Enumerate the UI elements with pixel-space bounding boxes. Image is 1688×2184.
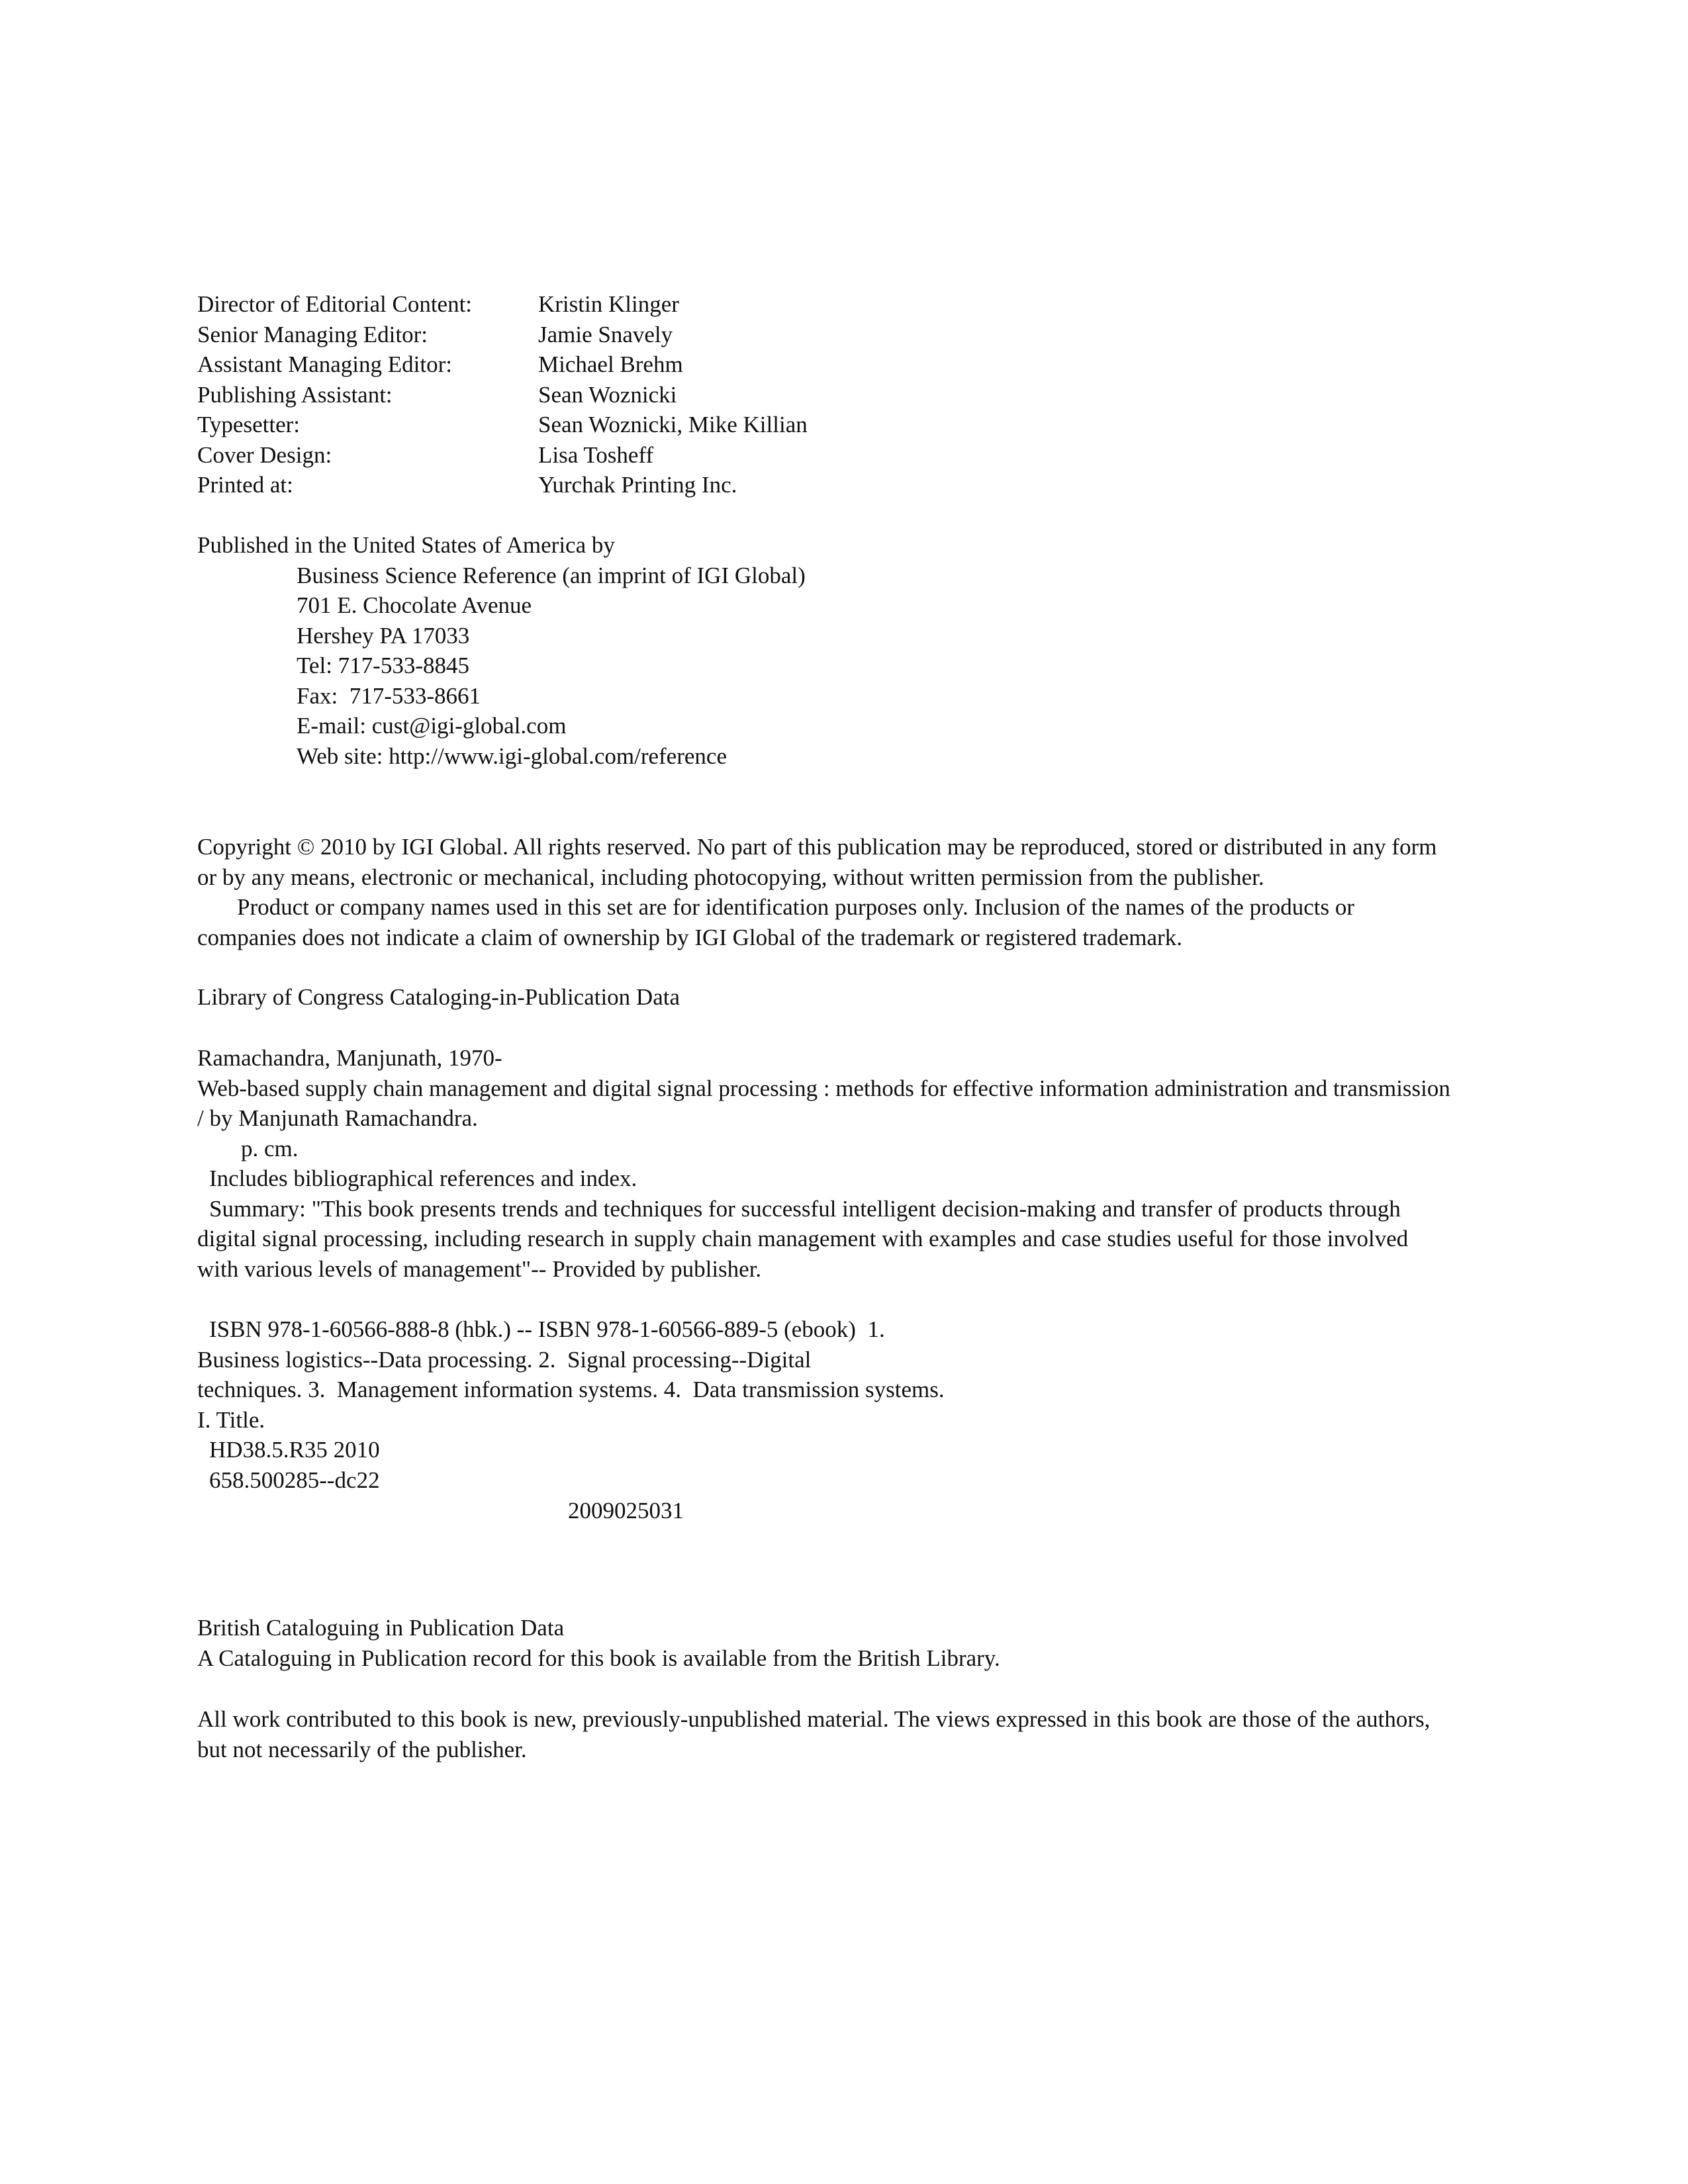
credit-name: Michael Brehm <box>538 351 683 377</box>
publisher-city: Hershey PA 17033 <box>297 622 470 649</box>
credit-name: Jamie Snavely <box>538 321 673 347</box>
cip-pcm: p. cm. <box>241 1135 299 1161</box>
british-cip <box>197 1613 1455 1673</box>
credit-name: Yurchak Printing Inc. <box>538 472 737 498</box>
credit-row <box>197 440 1455 471</box>
credit-role: Printed at: <box>197 472 293 498</box>
copyright-notice <box>197 832 1455 952</box>
credit-role: Director of Editorial Content: <box>197 291 473 317</box>
dewey-classification: 658.500285--dc22 <box>209 1467 380 1493</box>
isbn-block <box>197 1314 1455 1495</box>
publisher-email: E-mail: cust@igi-global.com <box>297 713 567 739</box>
cip-author: Ramachandra, Manjunath, 1970- <box>197 1045 502 1071</box>
lccn-number: 2009025031 <box>568 1498 684 1524</box>
credit-row <box>197 320 1455 350</box>
subject-line: Business logistics--Data processing. 2. Signal processing--Digital <box>197 1346 812 1373</box>
cip-record <box>197 1043 1455 1284</box>
credit-row <box>197 410 1455 440</box>
views-paragraph: All work contributed to this book is new, previously-unpublished material. The views expressed in this book are those of the authors, but not necessarily of the publisher. <box>197 1706 1430 1762</box>
credit-name: Sean Woznicki, Mike Killian <box>538 412 808 437</box>
british-record: A Cataloguing in Publication record for this book is available from the British Library. <box>197 1645 1000 1671</box>
credit-row <box>197 470 1455 500</box>
staff-credits <box>197 289 1455 500</box>
credit-role: Assistant Managing Editor: <box>197 351 452 377</box>
publisher-street: 701 E. Chocolate Avenue <box>297 592 532 618</box>
cip-includes: Includes bibliographical references and index. <box>209 1165 637 1191</box>
credit-role: Publishing Assistant: <box>197 381 393 408</box>
publisher-tel: Tel: 717-533-8845 <box>297 653 469 678</box>
subject-line: techniques. 3. Management information systems. 4. Data transmission systems. <box>197 1377 945 1402</box>
credit-row <box>197 380 1455 410</box>
publisher-block <box>197 530 1455 771</box>
credit-role: Senior Managing Editor: <box>197 321 428 347</box>
credit-role: Cover Design: <box>197 441 332 468</box>
lc-classification: HD38.5.R35 2010 <box>209 1437 380 1463</box>
cip-title: Web-based supply chain management and digital signal processing : methods for effective information administration and transmission / by Manjunath Ramachandra. <box>197 1075 1450 1131</box>
loc-heading: Library of Congress Cataloging-in-Publication Data <box>197 984 680 1010</box>
publisher-name: Business Science Reference (an imprint of IGI Global) <box>297 562 806 588</box>
credit-row <box>197 349 1455 380</box>
views-disclaimer <box>197 1704 1455 1764</box>
credit-row <box>197 289 1455 320</box>
publisher-website: Web site: http://www.igi-global.com/reference <box>297 743 727 769</box>
copyright-paragraph: Copyright © 2010 by IGI Global. All rights reserved. No part of this publication may be reproduced, stored or distributed in any form or by any means, electronic or mechanical, including photocopying, without written permission from the publisher. <box>197 834 1437 890</box>
publisher-intro: Published in the United States of America by <box>197 532 615 558</box>
cip-summary: Summary: "This book presents trends and techniques for successful intelligent decision-making and transfer of products through digital signal processing, including research in supply chain management with examples and case studies useful for those involved with various levels of management"-- Provided by publisher. <box>197 1195 1409 1282</box>
credit-role: Typesetter: <box>197 412 300 437</box>
credit-name: Sean Woznicki <box>538 381 677 408</box>
british-heading: British Cataloguing in Publication Data <box>197 1615 565 1641</box>
title-entry: I. Title. <box>197 1406 265 1433</box>
publisher-fax: Fax: 717-533-8661 <box>297 682 481 709</box>
trademark-paragraph: Product or company names used in this set are for identification purposes only. Inclusion of the names of the products or companies does not indicate a claim of ownership by IGI Global of the trademark or registered trademark. <box>197 894 1355 950</box>
credit-name: Kristin Klinger <box>538 291 679 317</box>
isbn-line: ISBN 978-1-60566-888-8 (hbk.) -- ISBN 978-1-60566-889-5 (ebook) 1. <box>209 1316 885 1342</box>
credit-name: Lisa Tosheff <box>538 441 654 468</box>
